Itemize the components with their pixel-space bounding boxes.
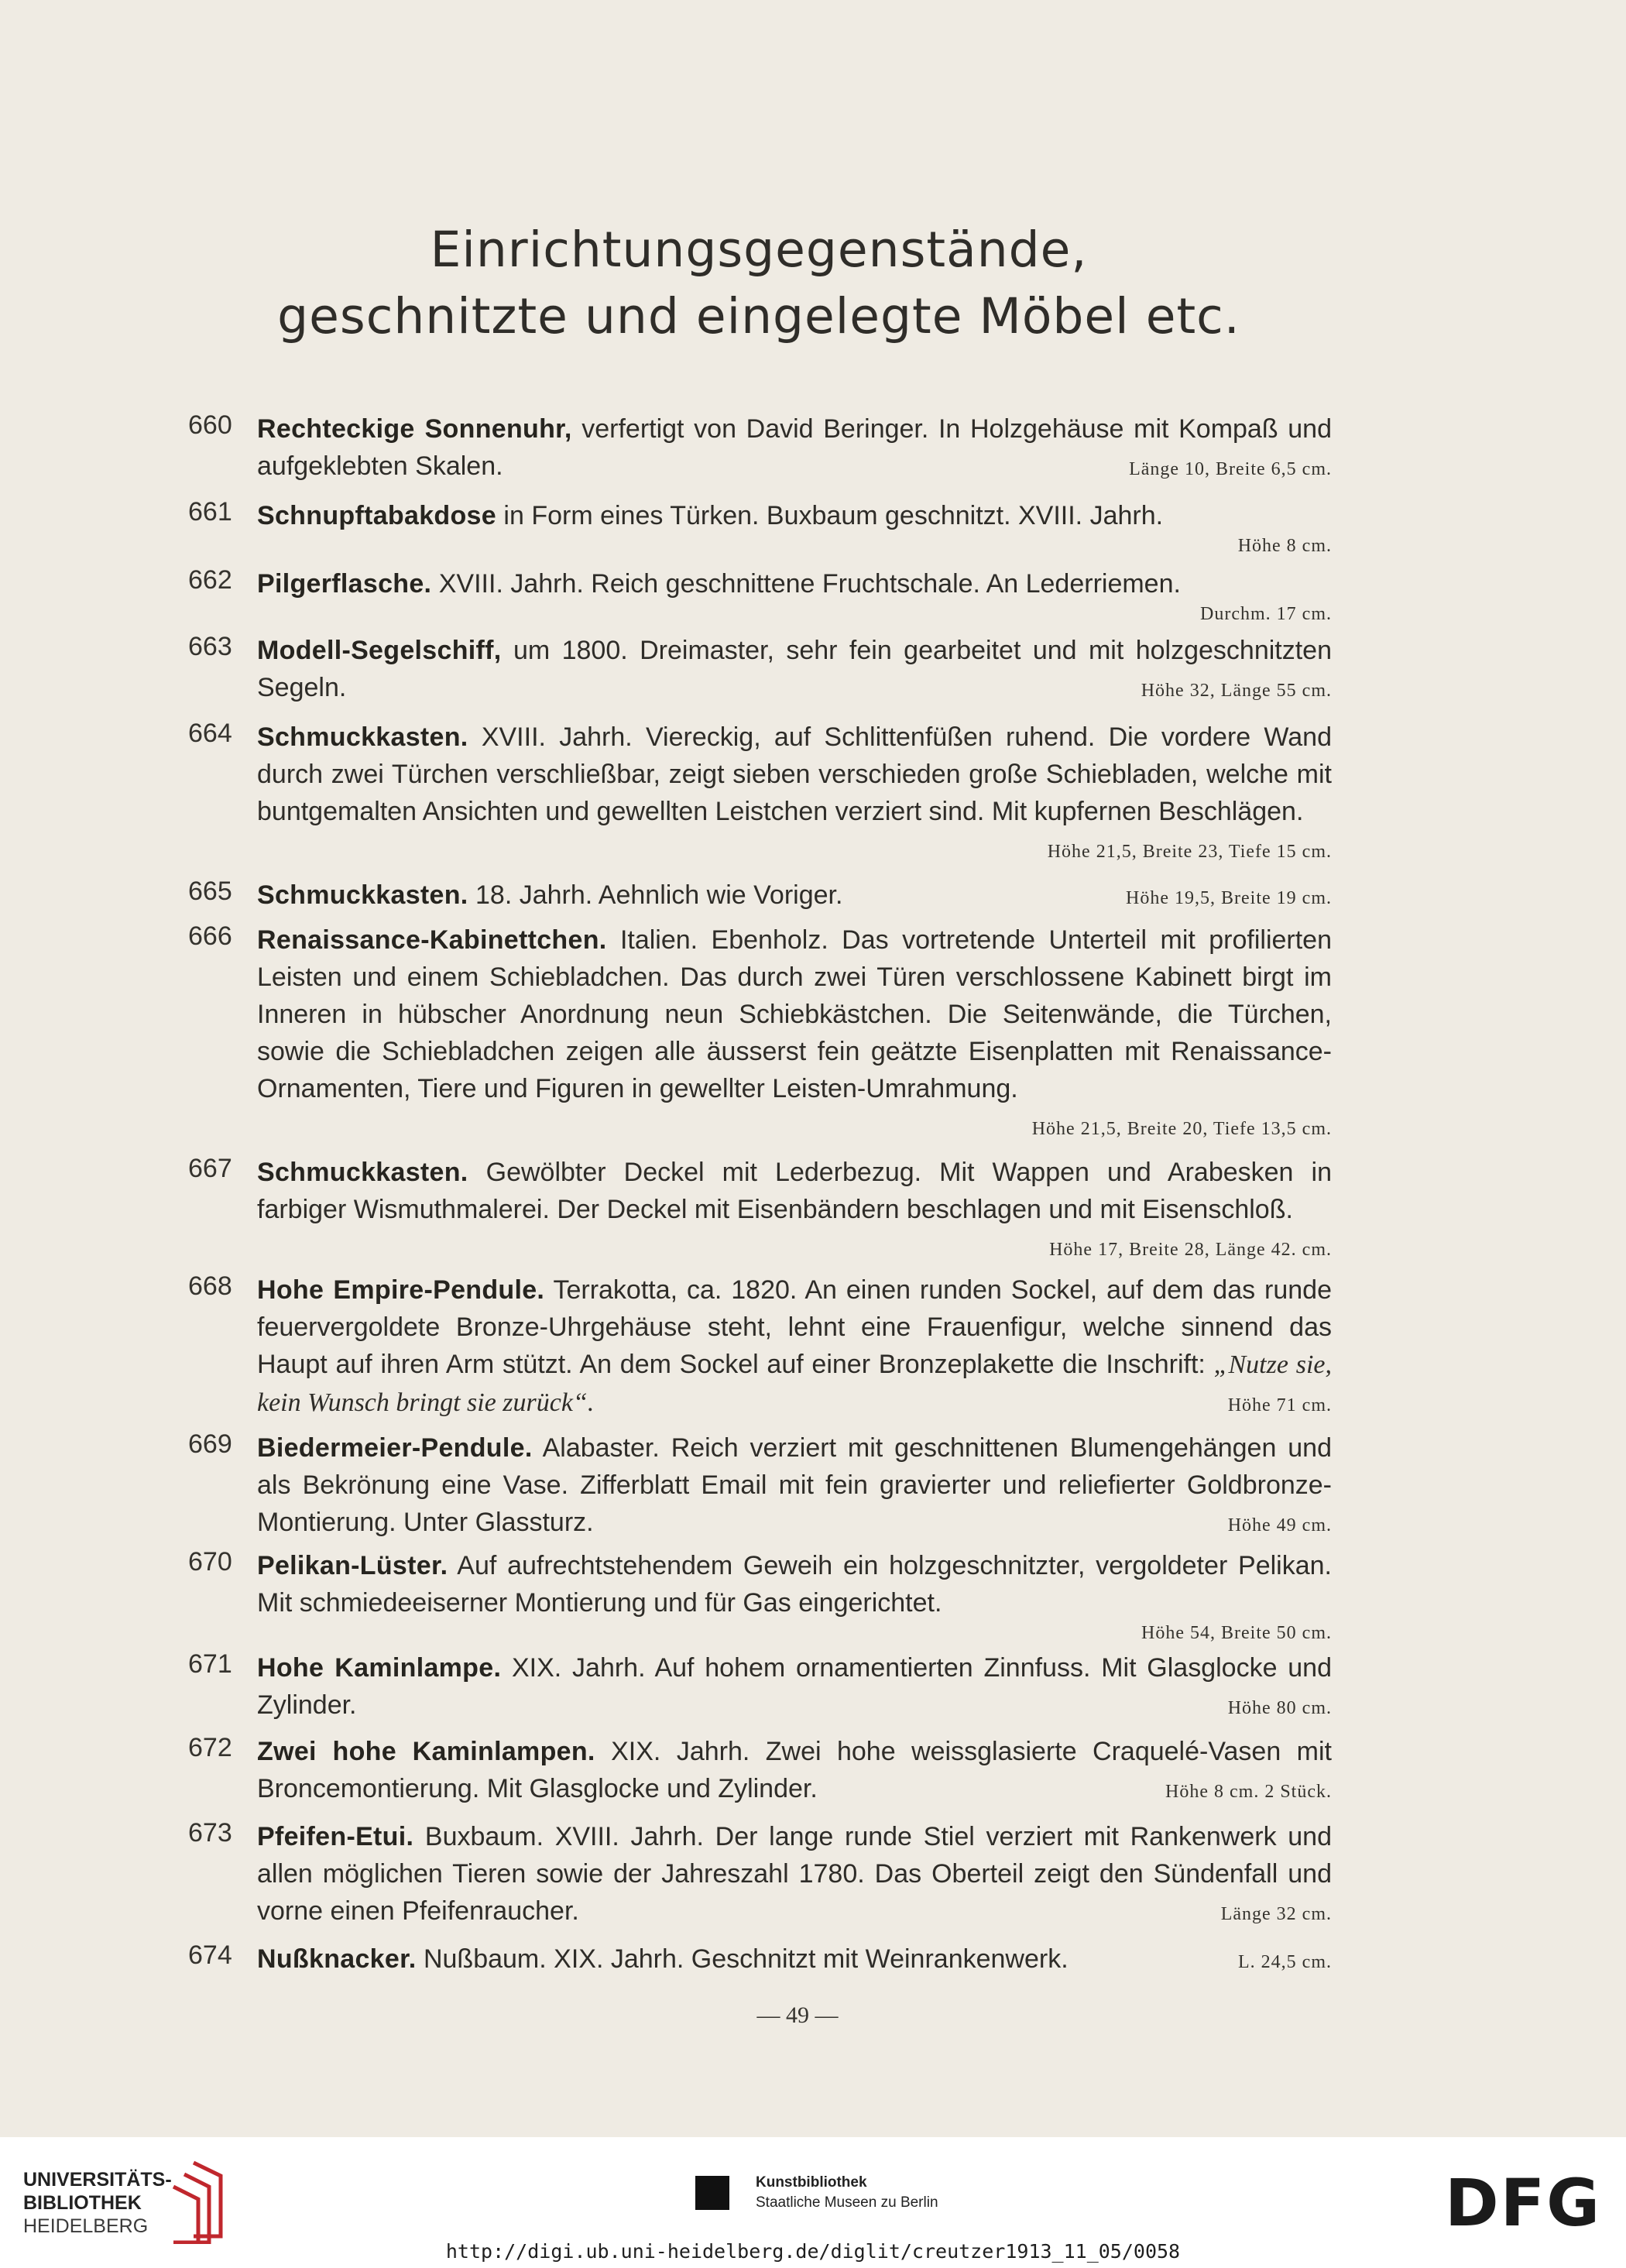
entry-title: Renaissance-Kabinettchen. bbox=[257, 925, 607, 955]
entry-dimensions: Höhe 49 cm. bbox=[1227, 1515, 1332, 1535]
entry-number: 671 bbox=[188, 1649, 232, 1679]
entry-body bbox=[257, 497, 1332, 558]
entry-body bbox=[257, 1547, 1332, 1645]
entry-number: 666 bbox=[188, 921, 232, 951]
entry-dimensions: Höhe 19,5, Breite 19 cm. bbox=[1126, 888, 1332, 908]
entry-body bbox=[257, 877, 1332, 917]
entry-number: 662 bbox=[188, 565, 232, 595]
entry-body bbox=[257, 632, 1332, 709]
page-heading-line-2: geschnitzte und eingelegte Möbel etc. bbox=[277, 288, 1240, 345]
entry-text: Buxbaum. XVIII. Jahrh. Der lange runde Stiel verziert mit Rankenwerk und allen möglichen Tieren sowie der Jahreszahl 1780. Das Oberteil zeigt den Sündenfall und vorne einen Pfeifenraucher. bbox=[257, 1822, 1332, 1926]
entry-dimensions: Höhe 32, Länge 55 cm. bbox=[1141, 681, 1332, 701]
entry-body bbox=[257, 719, 1332, 870]
entry-title: Schmuckkasten. bbox=[257, 722, 468, 752]
entry-title: Hohe Kaminlampe. bbox=[257, 1653, 502, 1683]
entry-title: Schmuckkasten. bbox=[257, 880, 468, 910]
entry-body bbox=[257, 1429, 1332, 1544]
entry-text: XVIII. Jahrh. Viereckig, auf Schlittenfüßen ruhend. Die vordere Wand durch zwei Türchen verschließbar, zeigt sieben verschieden große Schiebladen, welche mit buntgemalten Ansichten und gewellten Leistchen verziert sind. Mit kupfernen Beschlägen. bbox=[257, 722, 1332, 826]
entry-title: Pelikan-Lüster. bbox=[257, 1551, 448, 1580]
entry-text: XIX. Jahrh. Auf hohem ornamentierten Zinnfuss. Mit Glasglocke und Zylinder. bbox=[257, 1653, 1333, 1720]
entry-number: 663 bbox=[188, 632, 232, 661]
entry-title: Biedermeier-Pendule. bbox=[257, 1433, 533, 1463]
entry-number: 664 bbox=[188, 719, 232, 748]
entry-dimensions: Durchm. 17 cm. bbox=[1200, 604, 1332, 624]
entry-inscription: „Nutze sie, kein Wunsch bringt sie zurück“. bbox=[257, 1350, 1332, 1417]
entry-dimensions: Länge 32 cm. bbox=[1220, 1904, 1332, 1924]
entry-text: 18. Jahrh. Aehnlich wie Voriger. bbox=[468, 880, 843, 910]
university-library-logo-icon bbox=[163, 2159, 225, 2244]
ub-line-1: UNIVERSITÄTS- bbox=[23, 2169, 172, 2191]
entry-number: 673 bbox=[188, 1818, 232, 1848]
ub-line-3: HEIDELBERG bbox=[23, 2215, 149, 2237]
page-heading-line-1: Einrichtungsgegenstände, bbox=[430, 221, 1088, 278]
kunstbibliothek-label bbox=[756, 2173, 938, 2213]
entry-body bbox=[257, 1649, 1332, 1727]
entry-text: in Form eines Türken. Buxbaum geschnitzt. XVIII. Jahrh. bbox=[496, 501, 1164, 530]
entry-text: Nußbaum. XIX. Jahrh. Geschnitzt mit Weinrankenwerk. bbox=[416, 1944, 1069, 1974]
kb-line-2: Staatliche Museen zu Berlin bbox=[756, 2194, 938, 2211]
page-number: — 49 — bbox=[756, 2002, 839, 2028]
entry-dimensions: Länge 10, Breite 6,5 cm. bbox=[1129, 459, 1332, 479]
entry-body bbox=[257, 565, 1332, 626]
entry-body bbox=[257, 1940, 1332, 1981]
entry-dimensions: Höhe 17, Breite 28, Länge 42. cm. bbox=[1049, 1240, 1332, 1260]
entry-number: 660 bbox=[188, 410, 232, 440]
entry-dimensions: L. 24,5 cm. bbox=[1238, 1952, 1332, 1972]
entry-dimensions: Höhe 71 cm. bbox=[1227, 1395, 1332, 1415]
entry-title: Pilgerflasche. bbox=[257, 569, 432, 599]
entry-number: 661 bbox=[188, 497, 232, 527]
entry-title: Rechteckige Sonnenuhr, bbox=[257, 414, 572, 444]
dfg-logo: DFG bbox=[1445, 2165, 1602, 2241]
entry-title: Schnupftabakdose bbox=[257, 501, 496, 530]
entry-number: 665 bbox=[188, 877, 232, 906]
entry-text: XIX. Jahrh. Zwei hohe weissglasierte Craquelé-Vasen mit Broncemontierung. Mit Glasglocke und Zylinder. bbox=[257, 1737, 1332, 1803]
ub-line-2: BIBLIOTHEK bbox=[23, 2192, 142, 2214]
entry-text: verfertigt von David Beringer. In Holzgehäuse mit Kompaß und aufgeklebten Skalen. bbox=[257, 414, 1332, 481]
entry-title: Hohe Empire-Pendule. bbox=[257, 1275, 545, 1305]
entry-body bbox=[257, 1733, 1332, 1810]
entry-text: Auf aufrechtstehendem Geweih ein holzgeschnitzter, vergoldeter Pelikan. Mit schmiedeeiserner Montierung und für Gas eingerichtet. bbox=[257, 1551, 1332, 1618]
entry-dimensions: Höhe 80 cm. bbox=[1227, 1698, 1332, 1718]
entry-body bbox=[257, 921, 1332, 1148]
entry-number: 667 bbox=[188, 1154, 232, 1183]
entry-text: Gewölbter Deckel mit Lederbezug. Mit Wappen und Arabesken in farbiger Wismuthmalerei. Der Deckel mit Eisenbändern beschlagen und mit Eisenschloß. bbox=[257, 1158, 1332, 1224]
kb-line-1: Kunstbibliothek bbox=[756, 2174, 867, 2191]
entry-dimensions: Höhe 8 cm. bbox=[1237, 536, 1332, 556]
source-url-link[interactable]: http://digi.ub.uni-heidelberg.de/diglit/creutzer1913_11_05/0058 bbox=[445, 2240, 1181, 2263]
entry-title: Pfeifen-Etui. bbox=[257, 1822, 414, 1851]
university-library-label bbox=[23, 2168, 172, 2238]
entry-text: Terrakotta, ca. 1820. An einen runden Sockel, auf dem das runde feuervergoldete Bronze-Uhrgehäuse steht, lehnt eine Frauenfigur, welche sinnend das Haupt auf ihren Arm stützt. An dem Sockel auf einer Bronzeplakette die Inschrift: bbox=[257, 1275, 1332, 1379]
entry-number: 672 bbox=[188, 1733, 232, 1762]
entry-body bbox=[257, 1154, 1332, 1268]
entry-text: Italien. Ebenholz. Das vortretende Unterteil mit profilierten Leisten und einem Schiebladchen. Das durch zwei Türen verschlossene Kabinett birgt im Inneren in hübscher Anordnung neun Schiebkästchen. Die Seitenwände, die Türchen, sowie die Schiebladchen zeigen alle äusserst fein geätzte Eisenplatten mit Renaissance-Ornamenten, Tiere und Figuren in gewellter Leisten-Umrahmung. bbox=[257, 925, 1332, 1103]
entry-dimensions: Höhe 21,5, Breite 20, Tiefe 13,5 cm. bbox=[1031, 1119, 1332, 1139]
entry-title: Nußknacker. bbox=[257, 1944, 417, 1974]
entry-number: 674 bbox=[188, 1940, 232, 1970]
entry-text: um 1800. Dreimaster, sehr fein gearbeitet und mit holzgeschnitzten Segeln. bbox=[257, 636, 1332, 702]
entry-text: Alabaster. Reich verziert mit geschnittenen Blumengehängen und als Bekrönung eine Vase. Zifferblatt Email mit fein gravierter und reliefierter Goldbronze-Montierung. Unter Glassturz. bbox=[257, 1433, 1332, 1537]
entry-title: Zwei hohe Kaminlampen. bbox=[257, 1737, 595, 1766]
entry-title: Modell-Segelschiff, bbox=[257, 636, 502, 665]
entry-text: XVIII. Jahrh. Reich geschnittene Fruchtschale. An Lederriemen. bbox=[431, 569, 1181, 599]
entry-number: 669 bbox=[188, 1429, 232, 1459]
entry-dimensions: Höhe 54, Breite 50 cm. bbox=[1141, 1623, 1332, 1643]
entry-dimensions: Höhe 8 cm. 2 Stück. bbox=[1165, 1782, 1332, 1802]
entry-body bbox=[257, 1818, 1332, 1933]
entry-body bbox=[257, 410, 1332, 488]
entry-body bbox=[257, 1271, 1332, 1424]
entry-title: Schmuckkasten. bbox=[257, 1158, 468, 1187]
entry-number: 670 bbox=[188, 1547, 232, 1577]
entry-dimensions: Höhe 21,5, Breite 23, Tiefe 15 cm. bbox=[1047, 842, 1332, 862]
entry-number: 668 bbox=[188, 1271, 232, 1301]
kunstbibliothek-logo-icon bbox=[695, 2176, 729, 2210]
